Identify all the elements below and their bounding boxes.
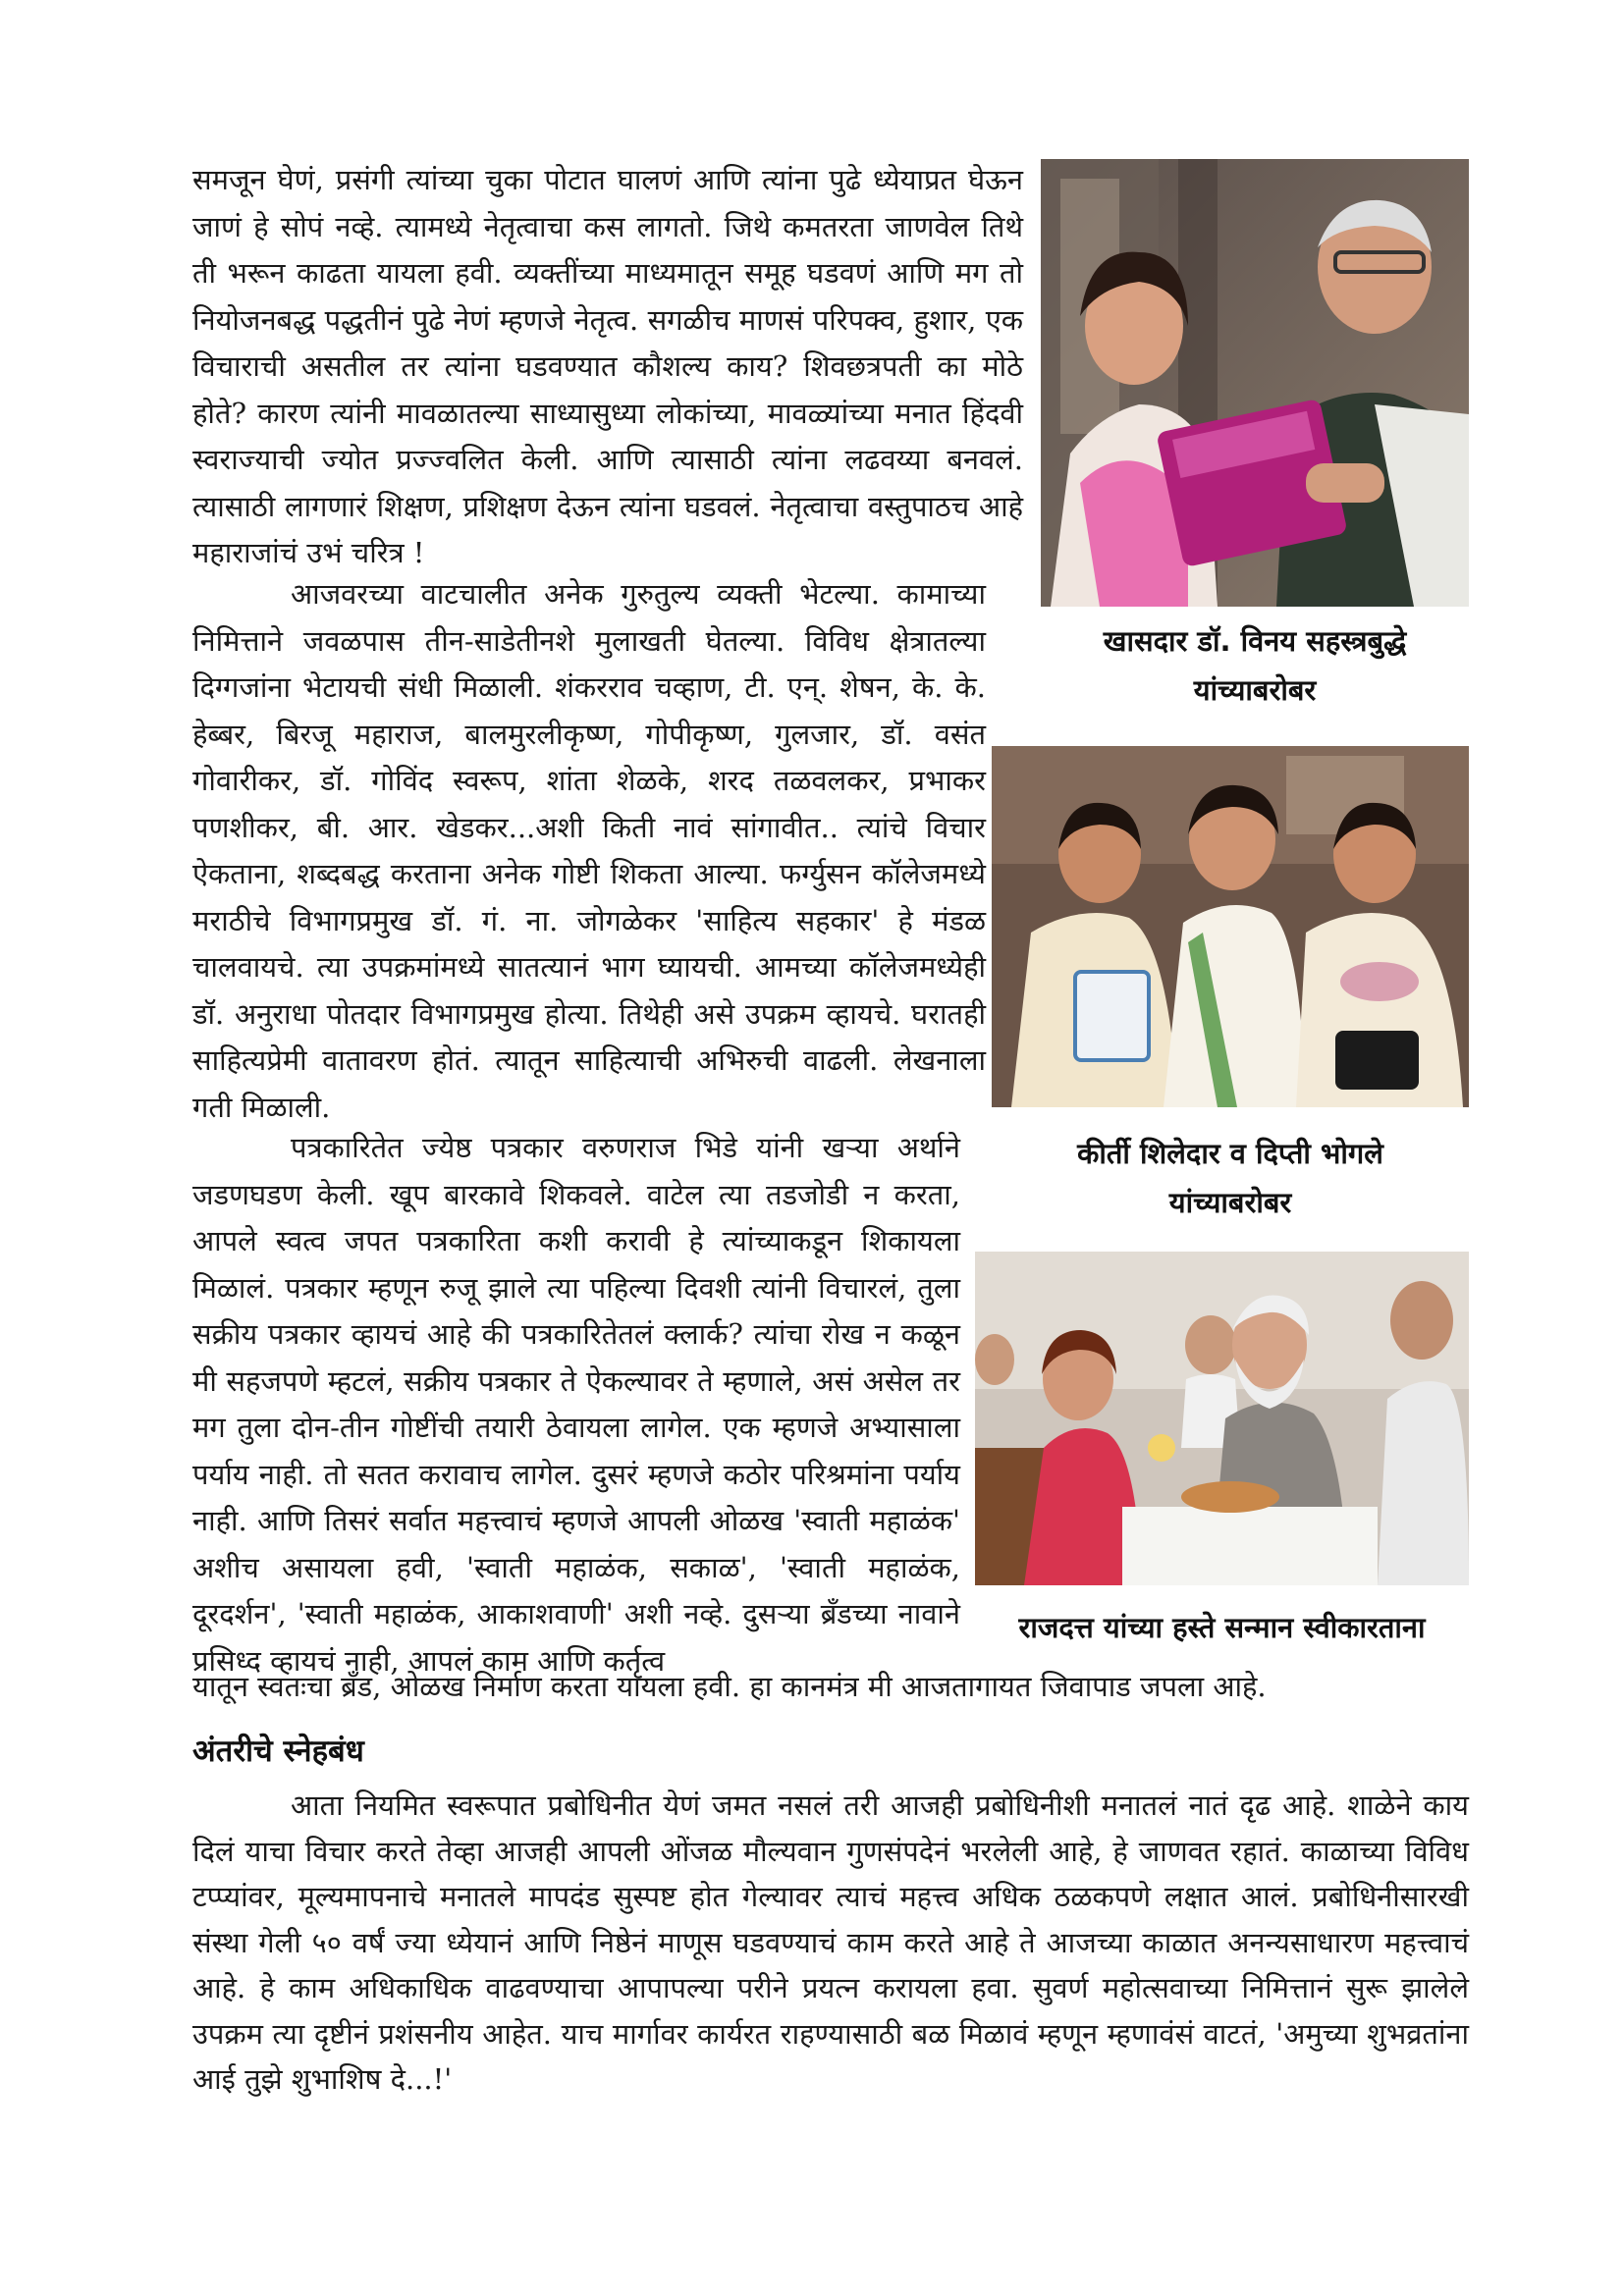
caption-photo3-line1: राजदत्त यांच्या हस्ते सन्मान स्वीकारताना [1018, 1611, 1426, 1644]
photo-honour-ceremony-illustration [975, 1252, 1469, 1585]
photo-gift-exchange-illustration [1041, 159, 1469, 607]
caption-photo2 [992, 1129, 1469, 1227]
paragraph-journalism-end: यातून स्वतःचा ब्रँड, ओळख निर्माण करता यायला हवी. हा कानमंत्र मी आजतागायत जिवापाड जपला आहे. [192, 1670, 1267, 1703]
photo-three-women-illustration [992, 746, 1469, 1107]
paragraph-interviews: आजवरच्या वाटचालीत अनेक गुरुतुल्य व्यक्ती भेटल्या. कामाच्या निमित्ताने जवळपास तीन-साडेतीनशे मुलाखती घेतल्या. विविध क्षेत्रातल्या दिग्गजांना भेटायची संधी मिळाली. शंकरराव चव्हाण, टी. एन्. शेषन, के. के. हेब्बर, बिरजू महाराज, बालमुरलीकृष्ण, गोपीकृष्ण, गुलजार, डॉ. वसंत गोवारीकर, डॉ. गोविंद स्वरूप, शांता शेळके, शरद तळवलकर, प्रभाकर पणशीकर, बी. आर. खेडकर...अशी किती नावं सांगावीत.. त्यांचे विचार ऐकताना, शब्दबद्ध करताना अनेक गोष्टी शिकता आल्या. फर्ग्युसन कॉलेजमध्ये मराठीचे विभागप्रमुख डॉ. गं. ना. जोगळेकर 'साहित्य सहकार' हे मंडळ चालवायचे. त्या उपक्रमांमध्ये सातत्यानं भाग घ्यायची. आमच्या कॉलेजमध्येही डॉ. अनुराधा पोतदार विभागप्रमुख होत्या. तिथेही असे उपक्रम व्हायचे. घरातही साहित्यप्रेमी वातावरण होतं. त्यातून साहित्याची अभिरुची वाढली. लेखनाला गती मिळाली. [192, 577, 986, 1124]
caption-photo1 [1041, 616, 1469, 715]
caption-photo1-line1: खासदार डॉ. विनय सहस्त्रबुद्धे [1103, 624, 1407, 658]
caption-photo2-line1: कीर्ती शिलेदार व दिप्ती भोगले [1077, 1137, 1383, 1170]
section-heading: अंतरीचे स्नेहबंध [192, 1734, 364, 1769]
caption-photo1-line2: यांच्याबरोबर [1193, 673, 1317, 707]
photo-honour-ceremony [975, 1252, 1469, 1585]
photo-three-women [992, 746, 1469, 1107]
caption-photo2-line2: यांच्याबरोबर [1168, 1186, 1292, 1219]
paragraph-journalism: पत्रकारितेत ज्येष्ठ पत्रकार वरुणराज भिडे यांनी खऱ्या अर्थाने जडणघडण केली. खूप बारकावे शिकवले. वाटेल त्या तडजोडी न करता, आपले स्वत्व जपत पत्रकारिता कशी करावी हे त्यांच्याकडून शिकायला मिळालं. पत्रकार म्हणून रुजू झाले त्या पहिल्या दिवशी त्यांनी विचारलं, तुला सक्रीय पत्रकार व्हायचं आहे की पत्रकारितेतलं क्लार्क? त्यांचा रोख न कळून मी सहजपणे म्हटलं, सक्रीय पत्रकार ते ऐकल्यावर ते म्हणाले, असं असेल तर मग तुला दोन-तीन गोष्टींची तयारी ठेवायला लागेल. एक म्हणजे अभ्यासाला पर्याय नाही. तो सतत करावाच लागेल. दुसरं म्हणजे कठोर परिश्रमांना पर्याय नाही. आणि तिसरं सर्वात महत्त्वाचं म्हणजे आपली ओळख 'स्वाती महाळंक' अशीच असायला हवी, 'स्वाती महाळंक, सकाळ', 'स्वाती महाळंक, दूरदर्शन', 'स्वाती महाळंक, आकाशवाणी' अशी नव्हे. दुसऱ्या ब्रँडच्या नावाने प्रसिध्द व्हायचं नाही, आपलं काम आणि कर्तृत्व [192, 1131, 960, 1678]
paragraph-leadership: समजून घेणं, प्रसंगी त्यांच्या चुका पोटात घालणं आणि त्यांना पुढे ध्येयाप्रत घेऊन जाणं हे सोपं नव्हे. त्यामध्ये नेतृत्वाचा कस लागतो. जिथे कमतरता जाणवेल तिथे ती भरून काढता यायला हवी. व्यक्तींच्या माध्यमातून समूह घडवणं आणि मग तो नियोजनबद्ध पद्धतीनं पुढे नेणं म्हणजे नेतृत्व. सगळीच माणसं परिपक्व, हुशार, एक विचाराची असतील तर त्यांना घडवण्यात कौशल्य काय? शिवछत्रपती का मोठे होते? कारण त्यांनी मावळातल्या साध्यासुध्या लोकांच्या, मावळ्यांच्या मनात हिंदवी स्वराज्याची ज्योत प्रज्ज्वलित केली. आणि त्यासाठी त्यांना लढवय्या बनवलं. त्यासाठी लागणारं शिक्षण, प्रशिक्षण देऊन त्यांना घडवलं. नेतृत्वाचा वस्तुपाठच आहे महाराजांचं उभं चरित्र ! [192, 163, 1023, 569]
paragraph-closing: आता नियमित स्वरूपात प्रबोधिनीत येणं जमत नसलं तरी आजही प्रबोधिनीशी मनातलं नातं दृढ आहे. शाळेने काय दिलं याचा विचार करते तेव्हा आजही आपली ओंजळ मौल्यवान गुणसंपदेनं भरलेली आहे, हे जाणवत रहातं. काळाच्या विविध टप्प्यांवर, मूल्यमापनाचे मनातले मापदंड सुस्पष्ट होत गेल्यावर त्याचं महत्त्व अधिक ठळकपणे लक्षात आलं. प्रबोधिनीसारखी संस्था गेली ५० वर्षं ज्या ध्येयानं आणि निष्ठेनं माणूस घडवण्याचं काम करते आहे ते आजच्या काळात अनन्यसाधारण महत्त्वाचं आहे. हे काम अधिकाधिक वाढवण्याचा आपापल्या परीने प्रयत्न करायला हवा. सुवर्ण महोत्सवाच्या निमित्तानं सुरू झालेले उपक्रम त्या दृष्टीनं प्रशंसनीय आहेत. याच मार्गावर कार्यरत राहण्यासाठी बळ मिळावं म्हणून म्हणावंसं वाटतं, 'अमुच्या शुभव्रतांना आई तुझे शुभाशिष दे...!' [192, 1789, 1469, 2096]
photo-gift-exchange [1041, 159, 1469, 607]
caption-photo3 [975, 1603, 1469, 1652]
